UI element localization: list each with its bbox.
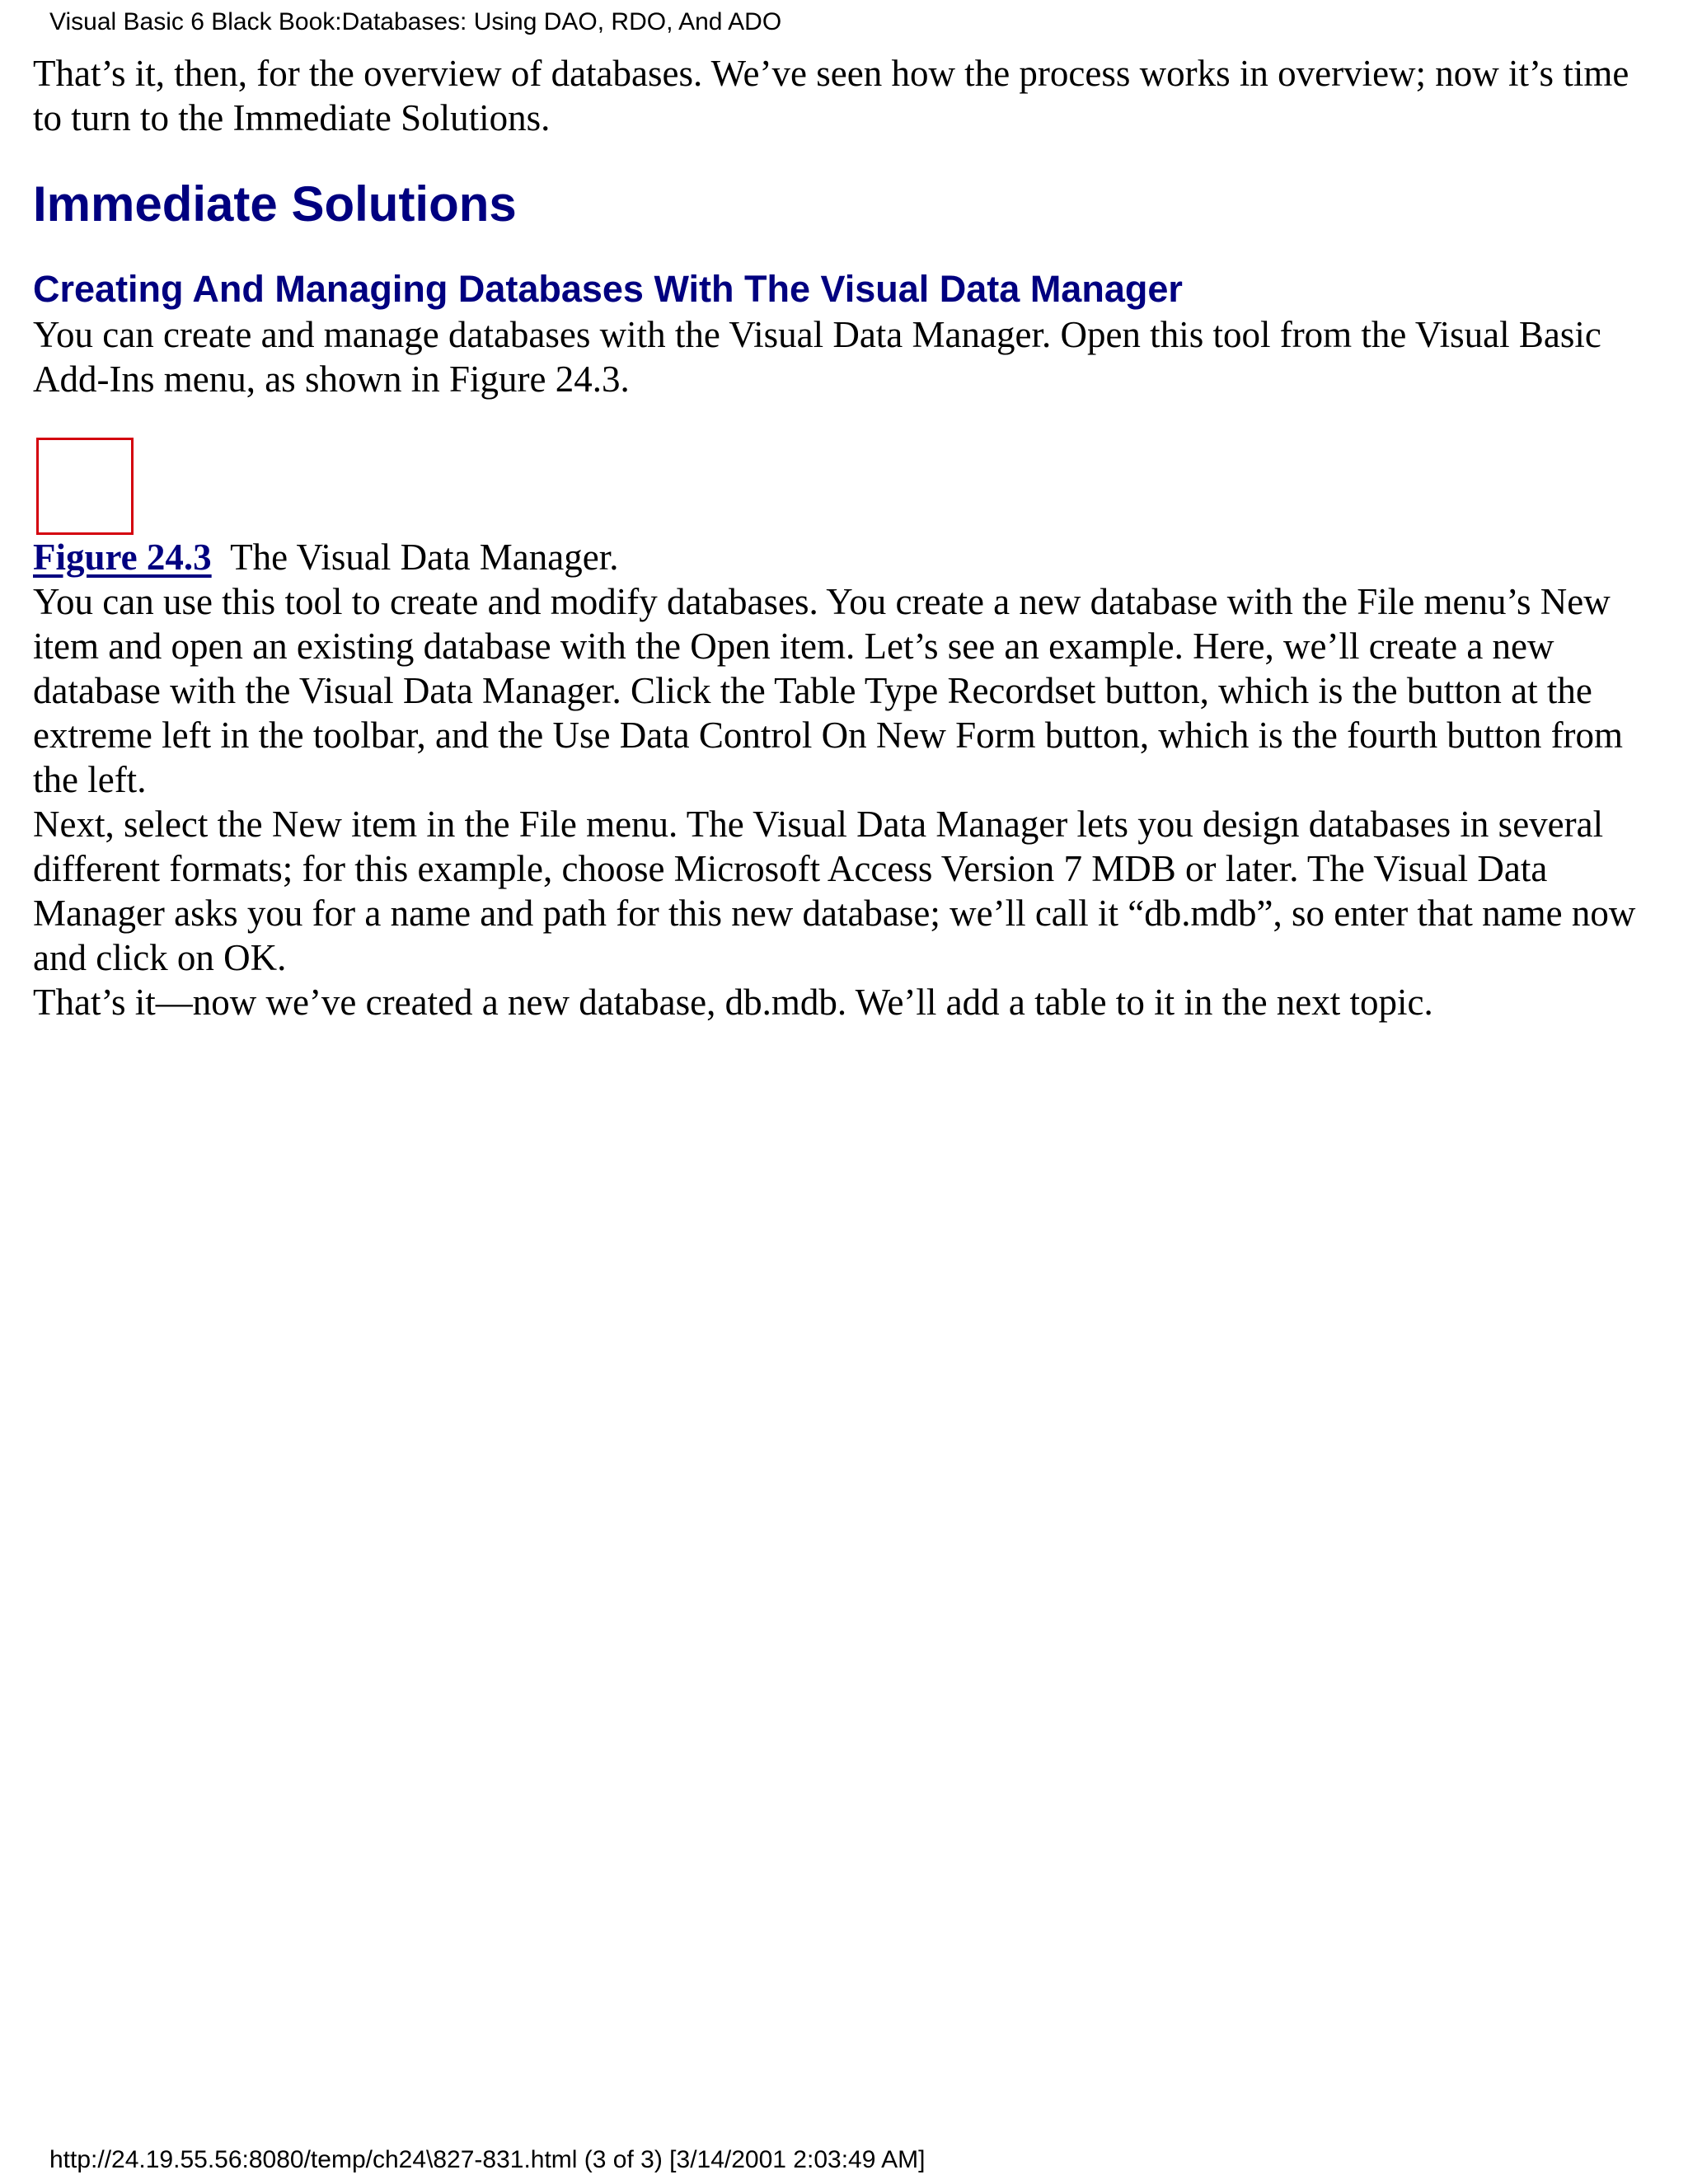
subsection-heading: Creating And Managing Databases With The Visual Data Manager bbox=[33, 268, 1183, 310]
page-content bbox=[33, 51, 1648, 1024]
broken-image-icon[interactable] bbox=[36, 438, 134, 535]
section-heading: Immediate Solutions bbox=[33, 176, 517, 232]
figure-caption bbox=[33, 535, 1648, 579]
intro-paragraph: That’s it, then, for the overview of databases. We’ve seen how the process works in overview; now it’s time to turn to the Immediate Solutions. bbox=[33, 53, 1629, 138]
paragraph-1: You can create and manage databases with the Visual Data Manager. Open this tool from the Visual Basic Add-Ins menu, as shown in Figure 24.3. bbox=[33, 314, 1601, 400]
paragraph-3: Next, select the New item in the File menu. The Visual Data Manager lets you design databases in several different formats; for this example, choose Microsoft Access Version 7 MDB or later. The Visual Data Manager asks you for a name and path for this new database; we’ll call it “db.mdb”, so enter that name now and click on OK. bbox=[33, 804, 1636, 978]
figure-caption-text: The Visual Data Manager. bbox=[230, 537, 619, 578]
running-header: Visual Basic 6 Black Book:Databases: Using DAO, RDO, And ADO bbox=[49, 8, 782, 35]
figure-link[interactable]: Figure 24.3 bbox=[33, 537, 212, 578]
paragraph-4: That’s it—now we’ve created a new database, db.mdb. We’ll add a table to it in the next topic. bbox=[33, 982, 1433, 1023]
paragraph-2: You can use this tool to create and modify databases. You create a new database with the File menu’s New item and open an existing database with the Open item. Let’s see an example. Here, we’ll create a new database with the Visual Data Manager. Click the Table Type Recordset button, which is the button at the extreme left in the toolbar, and the Use Data Control On New Form button, which is the fourth button from the left. bbox=[33, 581, 1624, 800]
running-footer: http://24.19.55.56:8080/temp/ch24\827-831.html (3 of 3) [3/14/2001 2:03:49 AM] bbox=[49, 2146, 926, 2173]
